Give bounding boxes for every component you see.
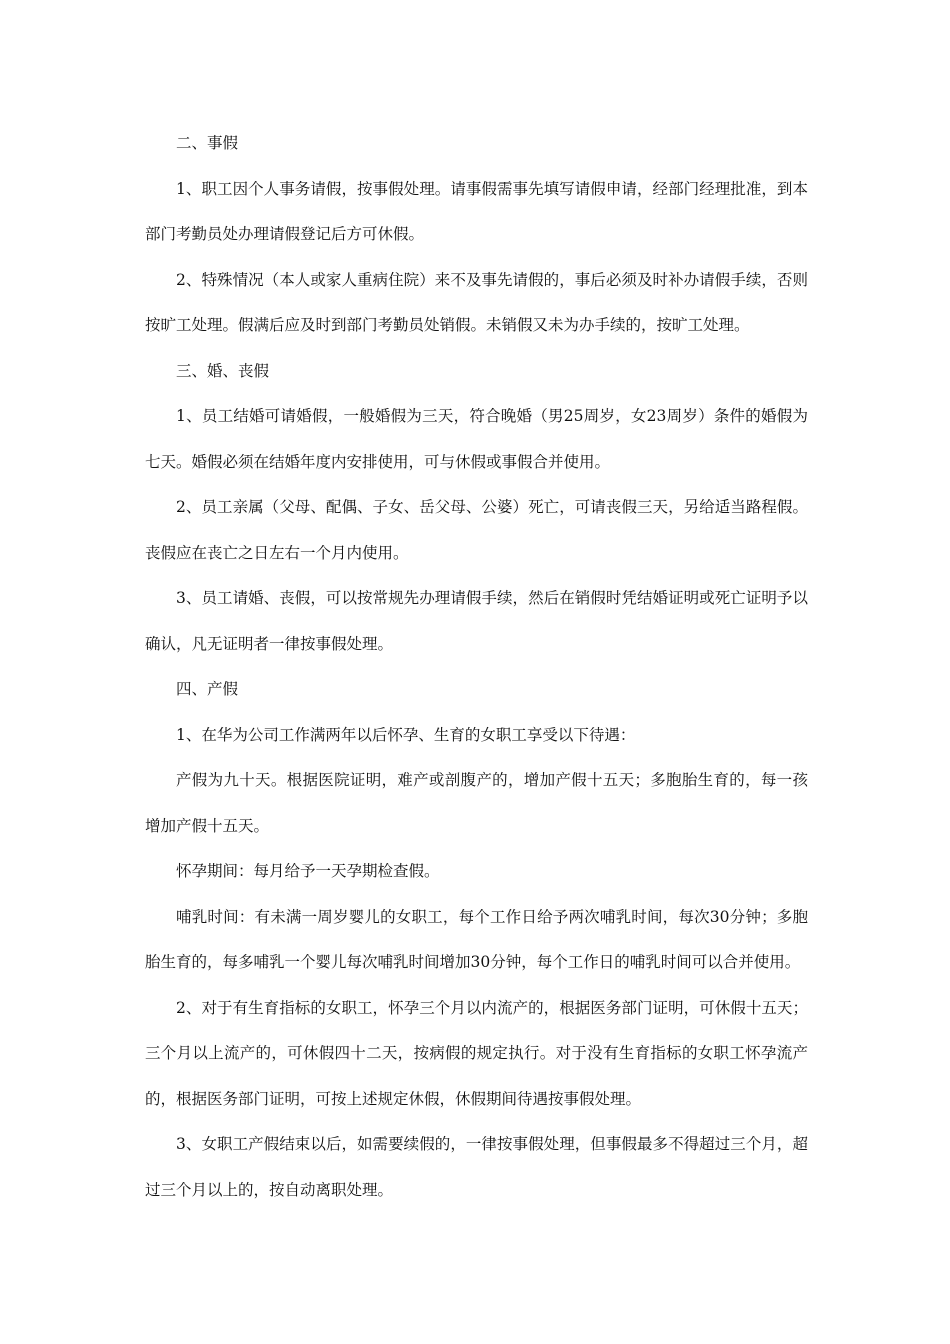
- section-heading-maternity-leave: 四、产假: [176, 680, 239, 698]
- paragraph: 2、对于有生育指标的女职工，怀孕三个月以内流产的，根据医务部门证明，可休假十五天；三个月以上流产的，可休假四十二天，按病假的规定执行。对于没有生育指标的女职工怀孕流产的，根据医务部门证明，可按上述规定休假，休假期间待遇按事假处理。: [145, 998, 808, 1108]
- document-body: [145, 121, 808, 1213]
- paragraph: 2、特殊情况（本人或家人重病住院）来不及事先请假的，事后必须及时补办请假手续，否则按旷工处理。假满后应及时到部门考勤员处销假。未销假又未为办手续的，按旷工处理。: [145, 270, 808, 334]
- paragraph: 怀孕期间：每月给予一天孕期检查假。: [176, 862, 440, 880]
- paragraph: 1、在华为公司工作满两年以后怀孕、生育的女职工享受以下待遇：: [176, 725, 636, 744]
- paragraph: 产假为九十天。根据医院证明，难产或剖腹产的，增加产假十五天；多胞胎生育的，每一孩增加产假十五天。: [145, 771, 808, 835]
- paragraph: 3、女职工产假结束以后，如需要续假的，一律按事假处理，但事假最多不得超过三个月，超过三个月以上的，按自动离职处理。: [145, 1135, 808, 1199]
- section-heading-personal-leave: 二、事假: [176, 134, 239, 152]
- paragraph: 1、职工因个人事务请假，按事假处理。请事假需事先填写请假申请，经部门经理批准，到本部门考勤员处办理请假登记后方可休假。: [145, 179, 808, 243]
- paragraph: 3、员工请婚、丧假，可以按常规先办理请假手续，然后在销假时凭结婚证明或死亡证明予以确认，凡无证明者一律按事假处理。: [145, 589, 808, 653]
- paragraph: 哺乳时间：有未满一周岁婴儿的女职工，每个工作日给予两次哺乳时间，每次30分钟；多胞胎生育的，每多哺乳一个婴儿每次哺乳时间增加30分钟，每个工作日的哺乳时间可以合并使用。: [145, 907, 808, 971]
- paragraph: 2、员工亲属（父母、配偶、子女、岳父母、公婆）死亡，可请丧假三天，另给适当路程假。丧假应在丧亡之日左右一个月内使用。: [145, 498, 808, 562]
- section-heading-marriage-funeral-leave: 三、婚、丧假: [176, 361, 270, 380]
- paragraph: 1、员工结婚可请婚假，一般婚假为三天，符合晚婚（男25周岁，女23周岁）条件的婚假为七天。婚假必须在结婚年度内安排使用，可与休假或事假合并使用。: [145, 407, 808, 471]
